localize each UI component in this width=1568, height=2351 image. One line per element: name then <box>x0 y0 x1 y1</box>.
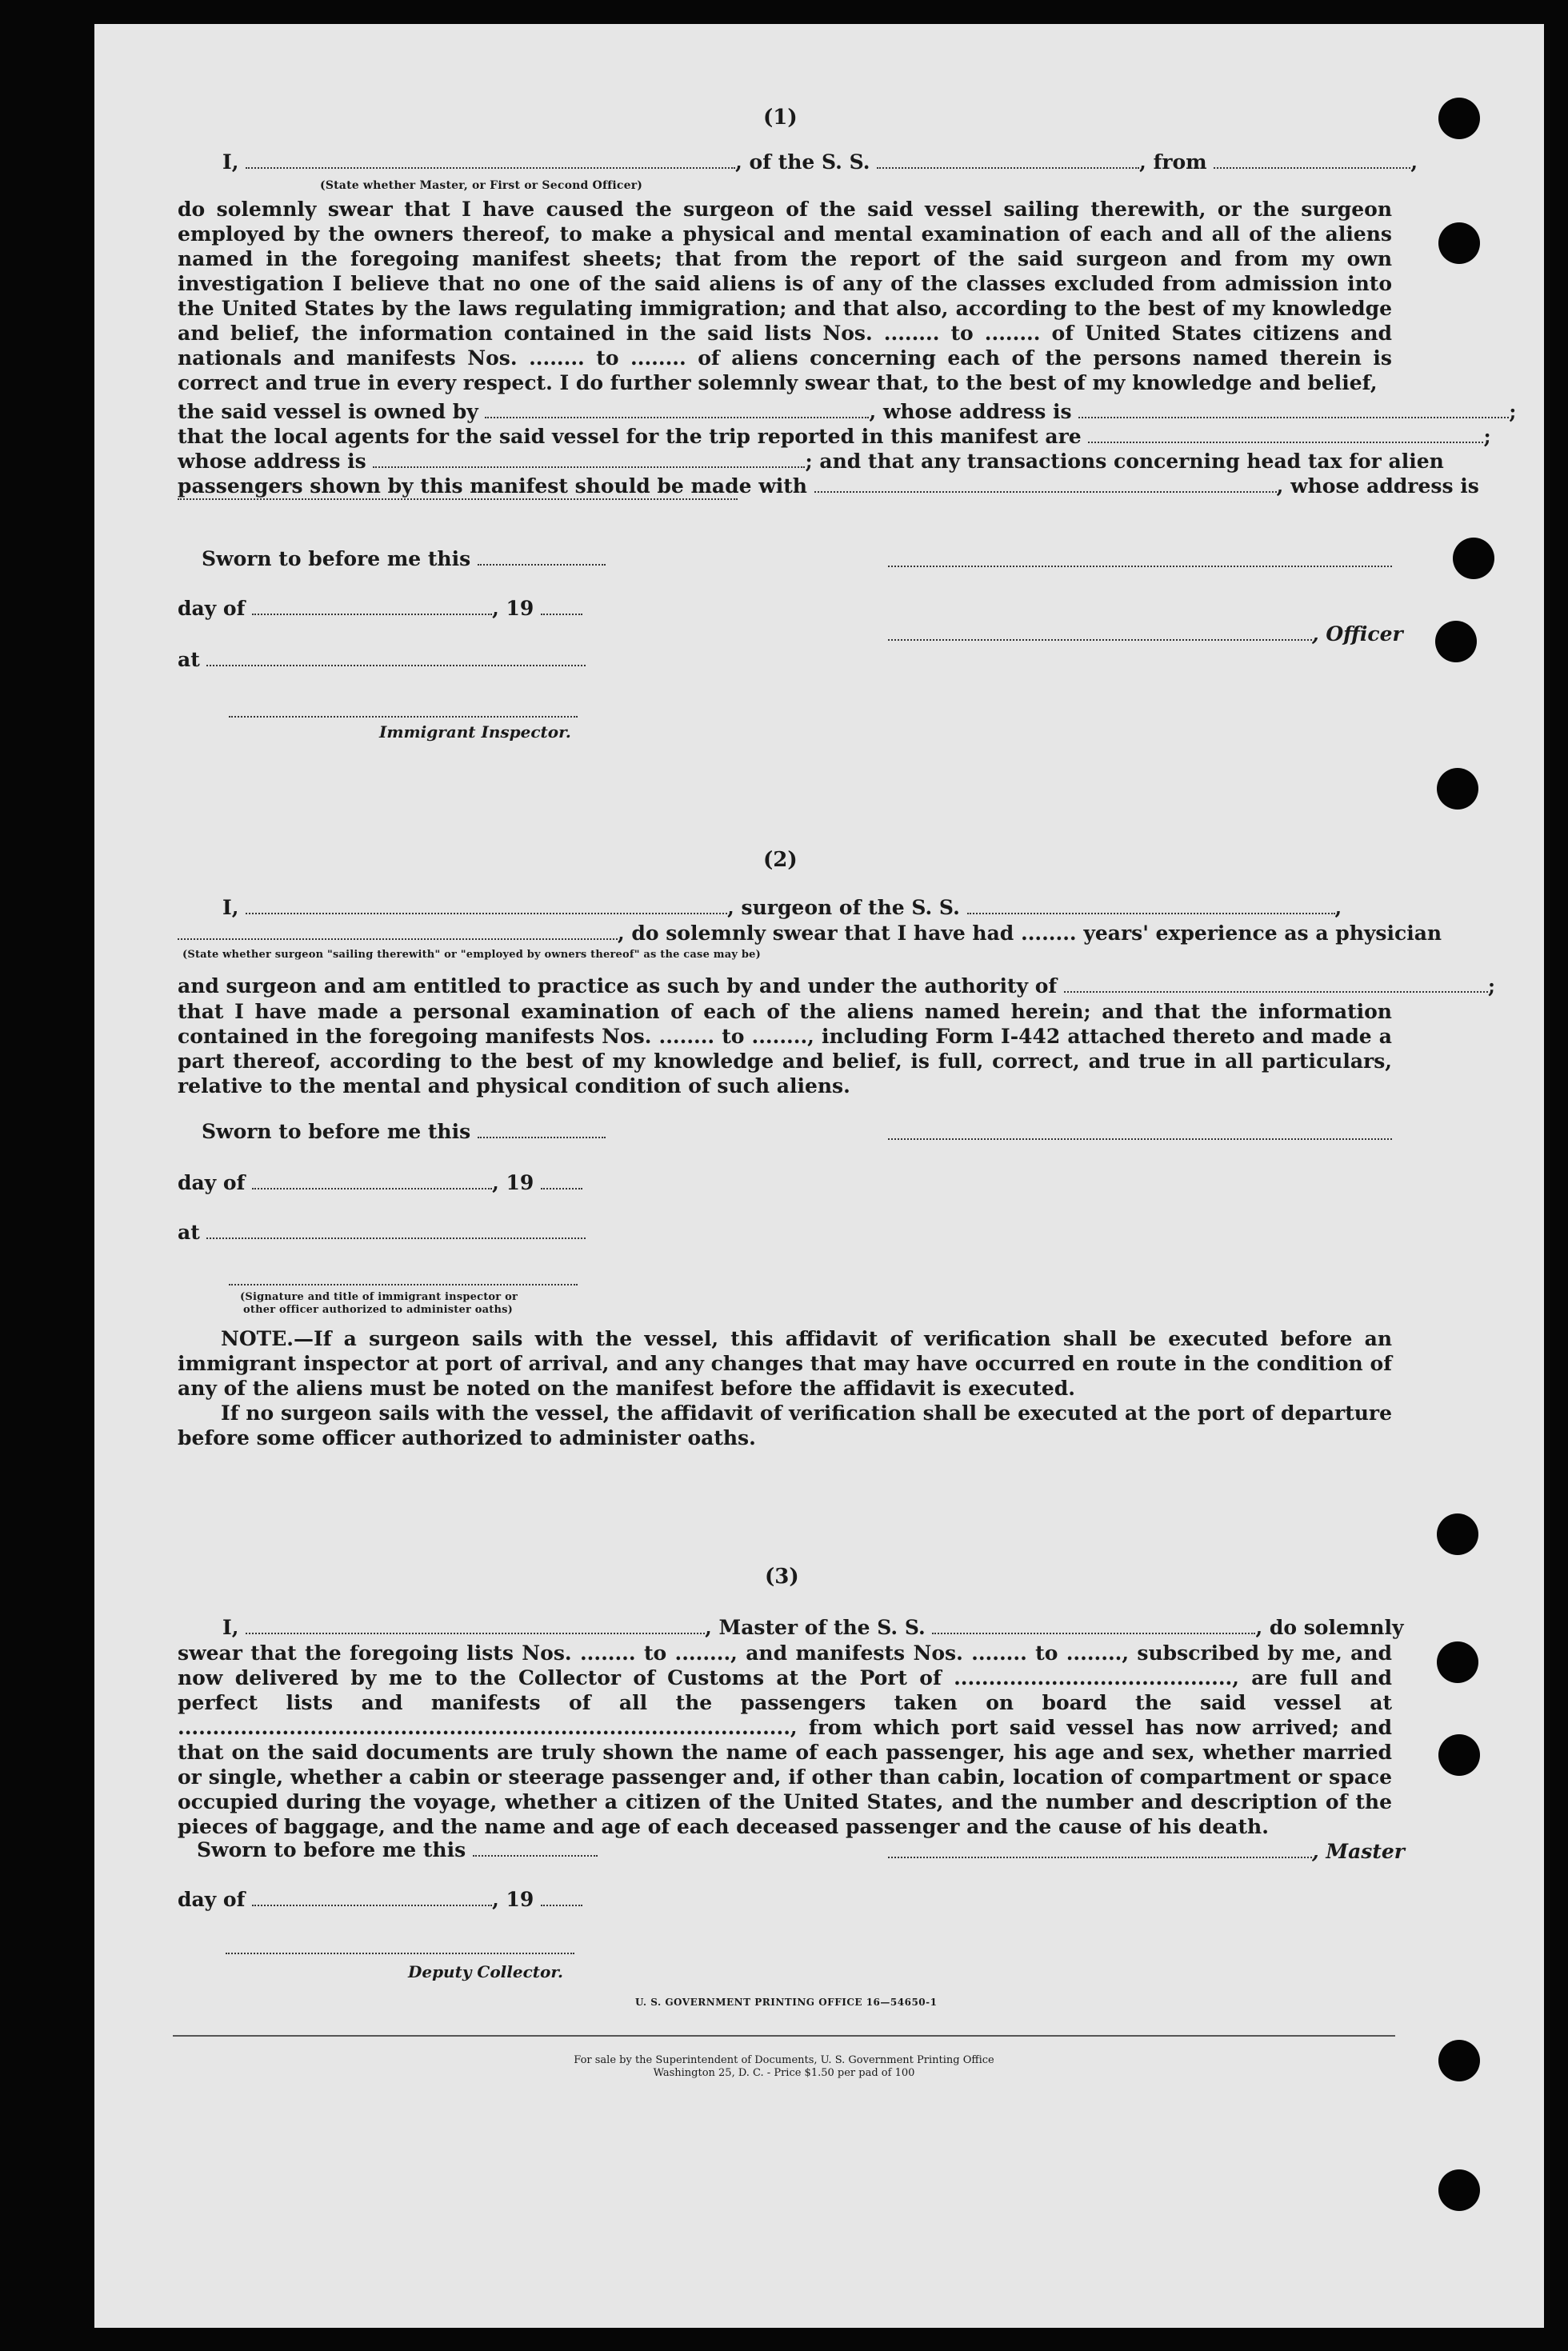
punch-hole-5 <box>1437 768 1478 810</box>
s2-sig-caption-2: other officer authorized to administer oaths) <box>243 1304 513 1316</box>
s3-master-line: I, , Master of the S. S. , do solemnly <box>222 1616 1404 1639</box>
punch-hole-7 <box>1437 1641 1478 1683</box>
s3-deputy-collector: Deputy Collector. <box>408 1962 564 1981</box>
s1-sworn: Sworn to before me this <box>202 547 606 571</box>
s1-at: at <box>178 648 586 672</box>
s3-sworn: Sworn to before me this <box>197 1838 598 1862</box>
s2-authority-line: and surgeon and am entitled to practice as such by and under the authority of ; <box>178 974 1496 998</box>
punch-hole-1 <box>1438 98 1480 139</box>
s1-from: , from <box>1139 150 1207 174</box>
form-page <box>94 24 1544 2328</box>
s2-surgeon-line: I, , surgeon of the S. S. , <box>222 896 1342 919</box>
punch-hole-9 <box>1438 2040 1480 2081</box>
s2-at: at <box>178 1221 586 1245</box>
s2-note: NOTE.—If a surgeon sails with the vessel, this affidavit of verification shall be executed before an immigrant inspector at port of arrival, and any changes that may have occurred en route in the condition of any of the aliens must be noted on the manifest before the affidavit is executed. <box>178 1327 1392 1400</box>
s3-day-of: day of , 19 <box>178 1888 582 1912</box>
punch-hole-10 <box>1438 2169 1480 2211</box>
s1-i: I, <box>222 150 239 174</box>
s1-officer-line: I, , of the S. S. , from , <box>222 150 1418 174</box>
s1-officer-caption: (State whether Master, or First or Second Officer) <box>320 179 643 192</box>
s1-agents-line: that the local agents for the said vessel for the trip reported in this manifest are ; <box>178 425 1491 448</box>
s2-note2: If no surgeon sails with the vessel, the affidavit of verification shall be executed at the port of departure before some officer authorized to administer oaths. <box>178 1401 1392 1449</box>
section-1-number: (1) <box>763 106 798 130</box>
s2-surgeon-caption: (State whether surgeon "sailing therewith" or "employed by owners thereof" as the case may be) <box>182 949 761 961</box>
section-3-number: (3) <box>765 1565 799 1589</box>
s1-address2-line: whose address is ; and that any transactions concerning head tax for alien <box>178 450 1444 473</box>
s3-master-sign: , Master <box>888 1840 1405 1864</box>
s1-officer-sign: , Officer <box>888 622 1403 646</box>
s2-paragraph: that I have made a personal examination of each of the aliens named herein; and that the information contained in the foregoing manifests Nos. ........ to ........, including Form I-442 attached thereto and made a part thereof, according to the best of my knowledge and belief, is full, correct, and true in all particulars, relative to the mental and physical condition of such aliens. <box>178 1000 1392 1098</box>
s1-owned-line: the said vessel is owned by , whose address is ; <box>178 400 1517 423</box>
s1-of-ss: , of the S. S. <box>735 150 870 174</box>
punch-hole-8 <box>1438 1734 1480 1776</box>
s3-paragraph: swear that the foregoing lists Nos. ........ to ........, and manifests Nos. ........ to ........, subscribed by me, and now delivered by me to the Collector of Customs at the Port of ........................................, are full and perfect lists and manifests of all the passengers taken on board the said vessel at ........................................................................................, from which port said vessel has now arrived; and that on the said documents are truly shown the name of each passenger, his age and sex, whether married or single, whether a cabin or steerage passenger and, if other than cabin, location of compartment or space occupied during the voyage, whether a citizen of the United States, and the number and description of the pieces of baggage, and the name and age of each deceased passenger and the cause of his death. <box>178 1641 1392 1838</box>
s1-day-of: day of , 19 <box>178 597 582 621</box>
s2-experience-line: , do solemnly swear that I have had ........ years' experience as a physician <box>178 922 1442 946</box>
punch-hole-3 <box>1453 538 1494 579</box>
section-2-number: (2) <box>763 848 798 872</box>
punch-hole-2 <box>1438 222 1480 264</box>
punch-hole-6 <box>1437 1513 1478 1555</box>
footer-line-1: For sale by the Superintendent of Documents, U. S. Government Printing Office <box>574 2054 994 2066</box>
s2-sworn: Sworn to before me this <box>202 1120 606 1144</box>
footer-line-2: Washington 25, D. C. - Price $1.50 per pad of 100 <box>653 2067 915 2079</box>
s2-sig-caption-1: (Signature and title of immigrant inspector or <box>240 1291 518 1303</box>
printing-office: U. S. GOVERNMENT PRINTING OFFICE 16—54650-1 <box>635 1997 938 2008</box>
punch-hole-4 <box>1435 621 1477 662</box>
s1-immigrant-inspector: Immigrant Inspector. <box>379 722 571 742</box>
s2-day-of: day of , 19 <box>178 1171 582 1195</box>
s1-passengers-line: passengers shown by this manifest should be made with , whose address is <box>178 474 1479 498</box>
s1-paragraph: do solemnly swear that I have caused the surgeon of the said vessel sailing therewith, or the surgeon employed by the owners thereof, to make a physical and mental examination of each and all of the aliens named in the foregoing manifest sheets; that from the report of the said surgeon and from my own investigation I believe that no one of the said aliens is of any of the classes excluded from admission into the United States by the laws regulating immigration; and that also, according to the best of my knowledge and belief, the information contained in the said lists Nos. ........ to ........ of United States citizens and nationals and manifests Nos. ........ to ........ of aliens concerning each of the persons named therein is correct and true in every respect. I do further solemnly swear that, to the best of my knowledge and belief, <box>178 198 1392 394</box>
